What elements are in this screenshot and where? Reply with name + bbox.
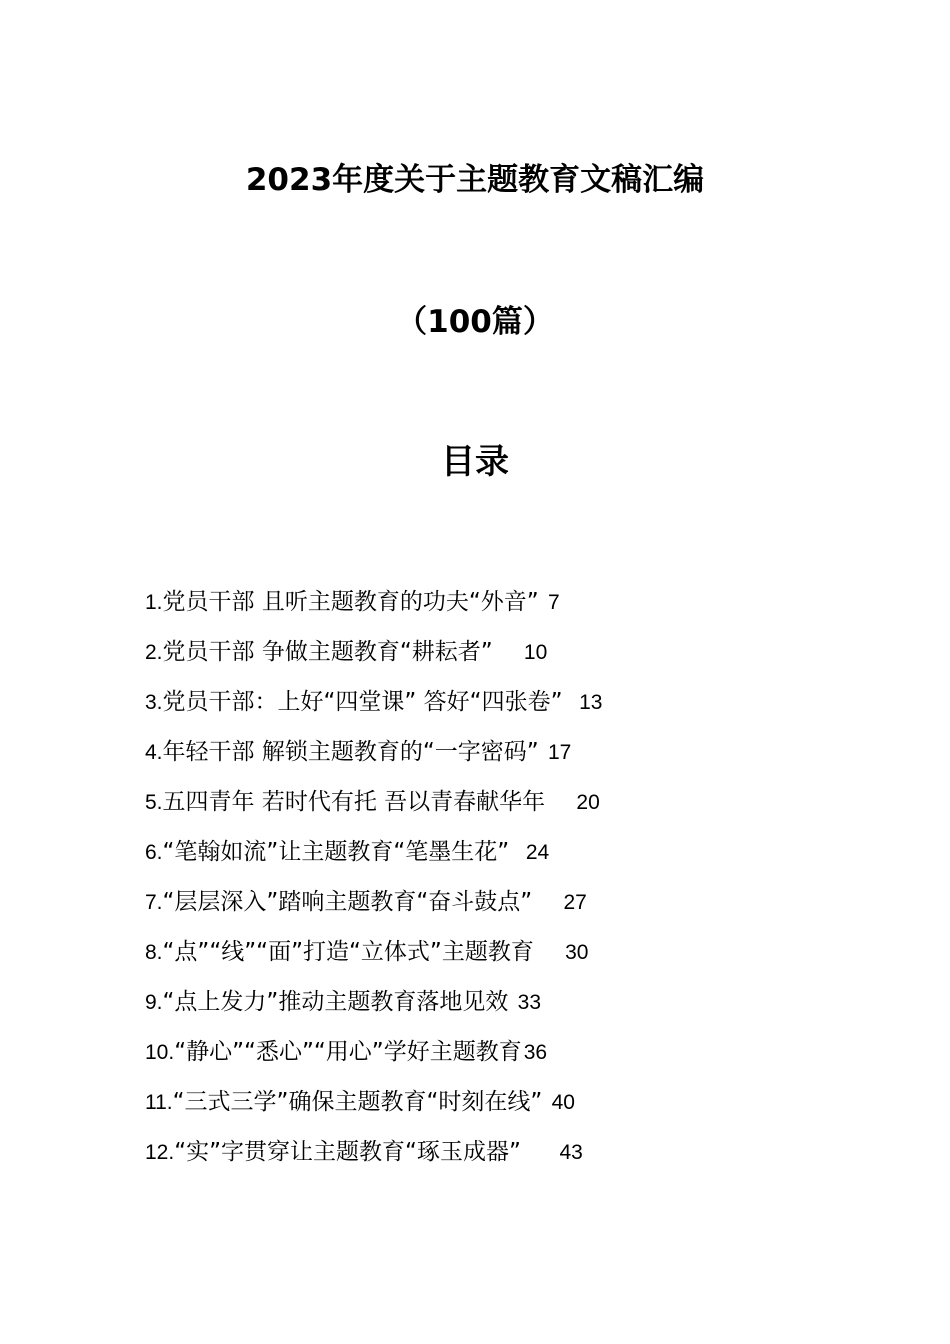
toc-entry[interactable] xyxy=(145,985,765,1035)
toc-heading: 目录 xyxy=(441,442,509,482)
document-title: 2023年度关于主题教育文稿汇编 xyxy=(245,162,705,198)
toc-entry-title: “静心”“悉心”“用心”学好主题教育 xyxy=(174,1039,522,1065)
toc-entry-page: 20 xyxy=(576,791,600,814)
toc-entry-title: “点上发力”推动主题教育落地见效 xyxy=(162,989,509,1015)
toc-entry-page: 30 xyxy=(565,941,589,964)
toc-entry[interactable] xyxy=(145,1035,765,1085)
toc-entry-number: 10. xyxy=(145,1041,175,1064)
toc-entry-page: 10 xyxy=(523,641,548,664)
toc-entry[interactable] xyxy=(145,885,765,935)
toc-entry[interactable] xyxy=(145,635,765,685)
toc-entry-title: 党员干部 争做主题教育“耕耘者” xyxy=(162,639,493,665)
toc-entry-number: 6. xyxy=(145,841,163,864)
toc-entry[interactable] xyxy=(145,835,765,885)
toc-entry-title: “笔翰如流”让主题教育“笔墨生花” xyxy=(162,839,510,865)
toc-entry-title: 党员干部：上好“四堂课” 答好“四张卷” xyxy=(162,689,563,715)
toc-entry-number: 9. xyxy=(145,991,163,1014)
toc-entry-title: “层层深入”踏响主题教育“奋斗鼓点” xyxy=(162,889,533,915)
toc-entry-page: 36 xyxy=(523,1041,548,1064)
toc-entry[interactable] xyxy=(145,735,765,785)
toc-entry-number: 8. xyxy=(145,941,163,964)
toc-entry-number: 3. xyxy=(145,691,163,714)
toc-entry-number: 2. xyxy=(145,641,163,664)
toc-entry-page: 43 xyxy=(559,1141,583,1164)
toc-entry-number: 7. xyxy=(145,891,163,914)
toc-entry-page: 40 xyxy=(551,1091,575,1114)
toc-entry-title: “实”字贯穿让主题教育“琢玉成器” xyxy=(174,1139,521,1165)
toc-entry[interactable] xyxy=(145,1135,765,1185)
toc-entry-page: 17 xyxy=(547,741,572,764)
toc-entry-number: 12. xyxy=(145,1141,175,1164)
toc-entry-title: 年轻干部 解锁主题教育的“一字密码” xyxy=(162,739,539,765)
toc-entry-title: 党员干部 且听主题教育的功夫“外音” xyxy=(162,589,539,615)
toc-entry[interactable] xyxy=(145,685,765,735)
toc-entry-number: 1. xyxy=(145,591,163,614)
toc-entry[interactable] xyxy=(145,935,765,985)
toc-entry-page: 13 xyxy=(579,691,603,714)
toc-entry-number: 5. xyxy=(145,791,163,814)
toc-entry-title: “点”“线”“面”打造“立体式”主题教育 xyxy=(162,939,534,965)
toc-entry-page: 7 xyxy=(547,591,560,614)
toc-entry-title: “三式三学”确保主题教育“时刻在线” xyxy=(172,1089,543,1115)
toc-entry-number: 11. xyxy=(145,1091,173,1114)
toc-entry-number: 4. xyxy=(145,741,163,764)
toc-entry[interactable] xyxy=(145,585,765,635)
toc-entry-page: 33 xyxy=(517,991,542,1014)
toc-entry[interactable] xyxy=(145,1085,765,1135)
toc-entry-page: 27 xyxy=(563,891,587,914)
toc-entry-page: 24 xyxy=(525,841,550,864)
document-subtitle: （100篇） xyxy=(396,304,554,340)
toc-entry[interactable] xyxy=(145,785,765,835)
table-of-contents xyxy=(145,585,765,1185)
toc-entry-title: 五四青年 若时代有托 吾以青春献华年 xyxy=(162,789,546,815)
